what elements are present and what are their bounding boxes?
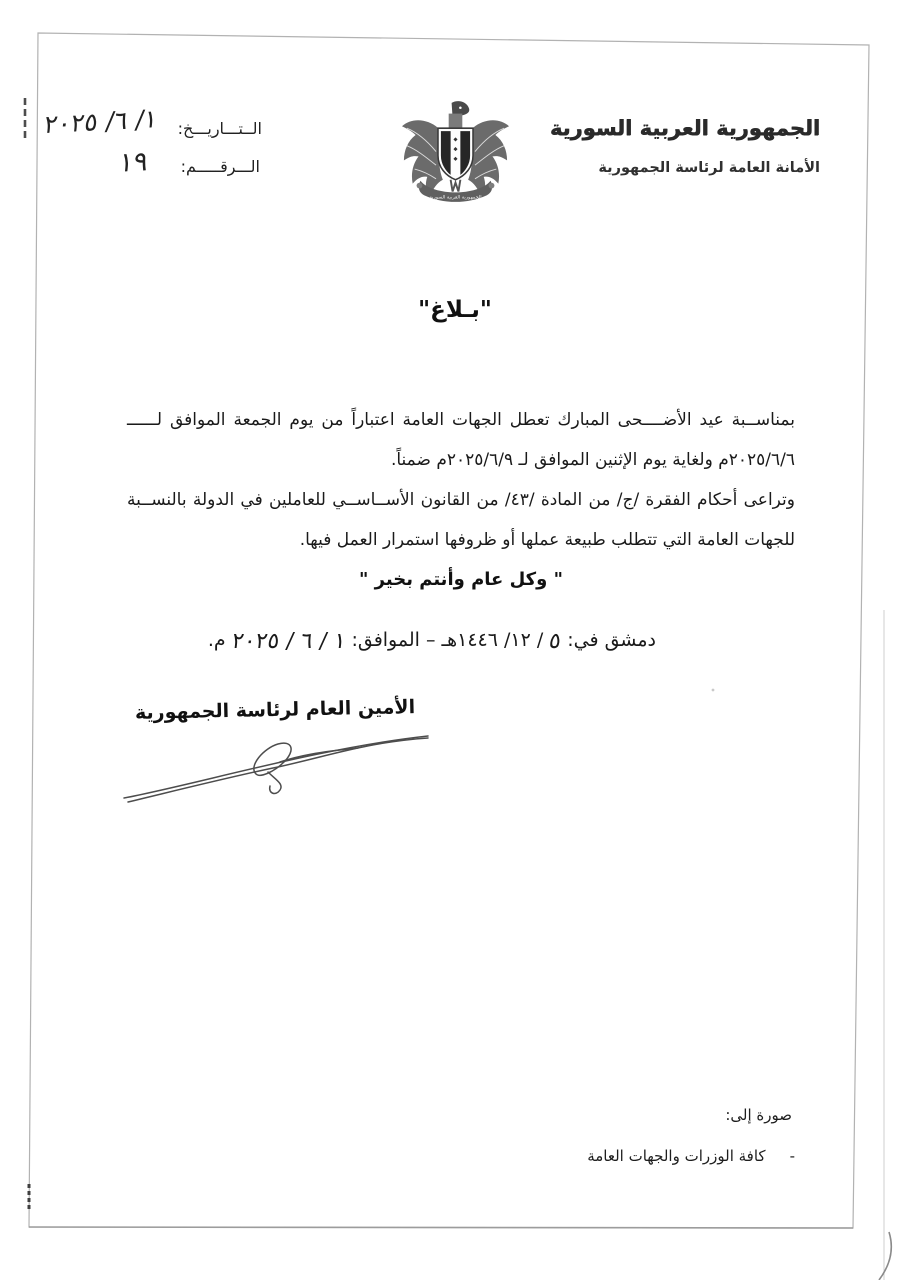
scanner-streak	[879, 1232, 891, 1280]
signatory-title: الأمين العام لرئاسة الجمهورية	[134, 696, 416, 724]
dateline-gregorian-date-handwritten: ١ / ٦ / ٢٠٢٥	[229, 629, 348, 654]
dateline-hijri-date: / ١٢/ ١٤٤٦هـ	[441, 629, 544, 651]
banner-text: الجمهورية العربية السورية	[429, 194, 482, 201]
copy-to-label: صورة إلى:	[725, 1106, 792, 1124]
dateline-city: دمشق في:	[567, 629, 656, 651]
scan-speck	[712, 689, 715, 692]
greeting-line: " وكل عام وأنتم بخير "	[359, 569, 563, 590]
copy-to-item	[587, 1147, 795, 1165]
eagle-tail	[451, 180, 461, 192]
dateline-gregorian-suffix: م.	[207, 629, 226, 651]
date-label: الــتـــاريـــخ:	[177, 119, 262, 138]
body-line: وتراعى أحكام الفقرة /ج/ من المادة /٤٣/ من القانون الأســاســي للعاملين في الدولة بالنســبة	[127, 490, 795, 510]
body-line: للجهات العامة التي تتطلب طبيعة عملها أو ظروفها استمرار العمل فيها.	[299, 530, 795, 550]
item-text: كافة الوزرات والجهات العامة	[587, 1147, 766, 1165]
secretariat-subtitle: الأمانة العامة لرئاسة الجمهورية	[598, 160, 820, 176]
dateline-hijri-day-handwritten: ٥	[547, 629, 563, 654]
dateline-gregorian-label: الموافق:	[351, 629, 420, 651]
dateline	[208, 629, 656, 653]
body-line: ٢٠٢٥/٦/٦م ولغاية يوم الإثنين الموافق لـ ٢٠٢٥/٦/٩م ضمناً.	[390, 450, 795, 470]
republic-calligraphy-title: الجمهورية العربية السورية	[549, 116, 820, 140]
syrian-eagle-emblem	[397, 99, 514, 208]
document-title: "بـلاغ"	[418, 297, 492, 323]
signature-scribble	[118, 724, 438, 806]
item-dash: -	[789, 1147, 795, 1165]
number-value-handwritten: ١٩	[117, 146, 150, 179]
body-line: بمناســبة عيد الأضــــحى المبارك تعطل الجهات العامة اعتباراً من يوم الجمعة الموافق لــــــ	[127, 410, 795, 430]
body-paragraph	[127, 400, 795, 600]
dateline-separator: –	[425, 629, 436, 651]
page-bottom-shadow	[29, 1227, 853, 1228]
number-label: الـــرقـــــم:	[180, 157, 260, 176]
eagle-eye	[459, 106, 462, 109]
date-value-handwritten: ١/ ٦/ ٢٠٢٥	[42, 104, 159, 140]
